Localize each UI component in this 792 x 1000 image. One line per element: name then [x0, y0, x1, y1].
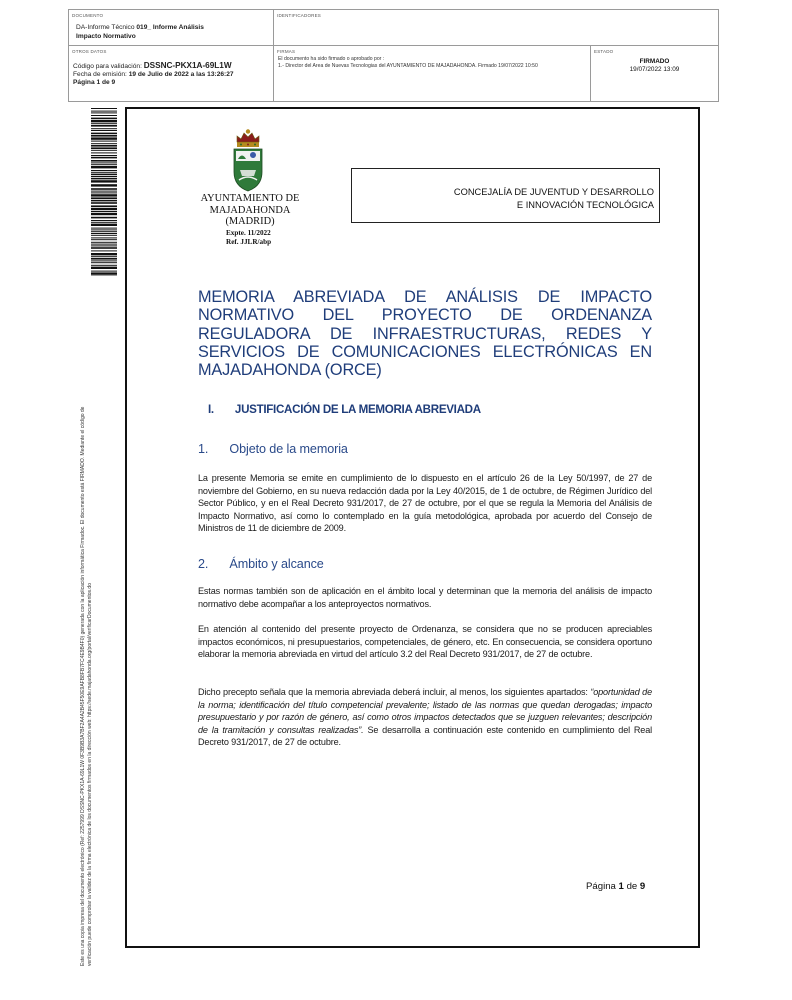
signature-header-table	[68, 9, 719, 102]
documento-cell	[69, 10, 274, 46]
firmas-text	[278, 56, 588, 71]
subsection-number-2: 2.	[198, 557, 209, 571]
barcode-bar	[91, 258, 117, 260]
document-name-line1: DA-Informe Técnico	[76, 24, 135, 31]
barcode-bar	[91, 118, 117, 120]
estado-text	[591, 58, 718, 74]
barcode-bar	[91, 267, 117, 269]
barcode-bar	[91, 231, 117, 232]
page-total: 9	[639, 881, 646, 892]
barcode-bar	[91, 133, 117, 135]
barcode-bar	[91, 115, 117, 116]
subsection-heading-1	[198, 442, 348, 456]
expediente-ref	[226, 229, 271, 246]
identificadores-label: IDENTIFICADORES	[277, 13, 322, 18]
barcode-bar	[91, 211, 117, 212]
barcode-bar	[91, 229, 117, 230]
page-word: Página	[586, 881, 616, 892]
barcode-bar	[91, 112, 117, 113]
barcode-bar	[91, 188, 117, 190]
barcode-bar	[91, 242, 117, 243]
barcode-bar	[91, 202, 117, 204]
barcode-bar	[91, 194, 117, 196]
barcode-bar	[91, 205, 117, 207]
provincia-line: (MADRID)	[225, 216, 275, 228]
firmas-label: FIRMAS	[277, 49, 296, 54]
barcode-bar	[91, 170, 117, 171]
barcode-bar	[91, 135, 117, 137]
document-name	[76, 23, 266, 41]
estado-date: 19/07/2022 13:09	[629, 66, 680, 73]
barcode-bar	[91, 145, 117, 147]
otros-datos-text	[73, 62, 234, 88]
barcode-bar	[91, 245, 117, 246]
barcode-icon	[91, 108, 117, 276]
barcode-bar	[91, 111, 117, 112]
verification-side-text	[80, 296, 94, 966]
barcode-bar	[91, 174, 117, 176]
barcode-bar	[91, 239, 117, 240]
emission-prefix: Fecha de emisión:	[73, 71, 127, 79]
barcode-bar	[91, 160, 117, 162]
barcode-bar	[91, 180, 117, 182]
barcode-bar	[91, 150, 117, 151]
barcode-bar	[91, 197, 117, 199]
side-text-line2: verificación puede comprobar la validez de la firma electrónica de los documentos firmados en la dirección web: https://sede.majadahonda.org/portal/verificarDocumentos.do	[87, 583, 93, 966]
barcode-bar	[91, 208, 117, 210]
barcode-bar	[91, 233, 117, 234]
barcode-bar	[91, 256, 117, 257]
subsection-title-2: Ámbito y alcance	[229, 557, 324, 571]
barcode-bar	[91, 162, 117, 163]
barcode-bar	[91, 262, 117, 263]
concejalia-box	[351, 168, 660, 223]
barcode-bar	[91, 247, 117, 249]
otros-datos-cell	[69, 46, 274, 101]
section-number: I.	[208, 403, 214, 416]
municipio-line: MAJADAHONDA	[209, 204, 291, 216]
barcode-bar	[91, 125, 117, 127]
page-number	[586, 881, 645, 892]
barcode-bar	[91, 244, 117, 245]
paragraph-4	[198, 686, 652, 749]
barcode-bar	[91, 237, 117, 238]
barcode-bar	[91, 192, 117, 193]
documento-label: DOCUMENTO	[72, 13, 104, 18]
barcode-bar	[91, 141, 117, 142]
barcode-bar	[91, 224, 117, 226]
barcode-bar	[91, 235, 117, 236]
concejalia-line2: E INNOVACIÓN TECNOLÓGICA	[516, 199, 654, 210]
firmas-cell	[274, 46, 591, 101]
barcode-bar	[91, 176, 117, 177]
barcode-bar	[91, 217, 117, 219]
section-title: JUSTIFICACIÓN DE LA MEMORIA ABREVIADA	[234, 403, 481, 416]
barcode-bar	[91, 250, 117, 251]
document-name-line2: Impacto Normativo	[76, 33, 136, 40]
estado-label: ESTADO	[594, 49, 614, 54]
page-info: Página 1 de 9	[73, 79, 116, 87]
document-name-line1-bold: 019_ Informe Análisis	[136, 24, 204, 31]
barcode-bar	[91, 271, 117, 272]
concejalia-line1: CONCEJALÍA DE JUVENTUD Y DESARROLLO	[453, 187, 654, 197]
page-title: MEMORIA ABREVIADA DE ANÁLISIS DE IMPACTO NORMATIVO DEL PROYECTO DE ORDENANZA REGULADORA DE INFRAESTRUCTURAS, REDES Y SERVICIOS DE COMUNICACIONES ELECTRÓNICAS EN MAJADAHONDA (ORCE)	[198, 288, 652, 380]
barcode-bar	[91, 157, 117, 159]
identificadores-cell	[274, 10, 718, 46]
barcode-bar	[91, 123, 117, 124]
ayuntamiento-line: AYUNTAMIENTO DE	[200, 193, 300, 204]
estado-value: FIRMADO	[639, 58, 670, 65]
barcode-bar	[91, 155, 117, 156]
paragraph-2: Estas normas también son de aplicación en el ámbito local y determinan que la memoria del análisis de impacto normativo debe acompañar a los anteproyectos normativos.	[198, 586, 652, 609]
barcode-bar	[91, 172, 117, 173]
barcode-bar	[91, 178, 117, 180]
paragraph-3: En atención al contenido del presente proyecto de Ordenanza, se considera que no se producen apreciables impactos económicos, ni presupuestarios, competenciales, de género, etc. En consecuencia, se considera oportuno elaborar la memoria abreviada en virtud del artículo 3.2 del Real Decreto 931/2017, de 27 de octubre.	[198, 624, 652, 659]
validation-prefix: Código para validación:	[73, 63, 142, 70]
emission-date: 19 de Julio de 2022 a las 13:26:27	[128, 71, 234, 79]
side-text-line1: Este es una copia impresa del documento electrónico (Ref: 2257999 DSSNC-PKX1A-69L1W 0F3B9B3A7BF2A4A2B45F50E9AFB8FB7FC4E9B4F0) generada con la aplicación informática Firmadoc. El documento está FIRMADO. Mediante el código de	[80, 406, 86, 966]
barcode-bar	[91, 152, 117, 153]
barcode-bar	[91, 191, 117, 192]
paragraph-1: La presente Memoria se emite en cumplimiento de lo dispuesto en el artículo 26 de la Ley 50/1997, de 27 de noviembre del Gobierno, en su nueva redacción dada por la Ley 40/2015, de 1 de octubre, de Régimen Jurídico del Sector Público, y en el Real Decreto 931/2017, de 27 de octubre, por el que se regula la Memoria del Análisis de Impacto Normativo, así como lo contemplado en la guía metodológica, aprobada por acuerdo del Consejo de Ministros de 11 de diciembre de 2009.	[198, 473, 652, 533]
barcode-bar	[91, 184, 117, 186]
otros-datos-label: OTROS DATOS	[72, 49, 107, 54]
barcode-bar	[91, 108, 117, 109]
barcode-bar	[91, 143, 117, 144]
paragraph-4-intro: Dicho precepto señala que la memoria abreviada deberá incluir, al menos, los siguientes apartados:	[198, 687, 588, 697]
barcode-bar	[91, 253, 117, 255]
section-heading	[208, 403, 481, 416]
subsection-number-1: 1.	[198, 442, 209, 456]
validation-code: DSSNC-PKX1A-69L1W	[143, 61, 232, 70]
barcode-bar	[91, 137, 117, 139]
paragraph-4-end: Se desarrolla a continuación este contenido en cumplimiento del Real Decreto 931/2017, de 27 de octubre.	[198, 724, 652, 747]
barcode-bar	[91, 130, 117, 131]
reference: Ref. JJLR/abp	[226, 237, 272, 246]
barcode-bar	[91, 147, 117, 149]
estado-cell	[591, 46, 718, 101]
ayuntamiento-name	[186, 193, 314, 228]
page-of: de	[626, 881, 638, 892]
barcode-bar	[91, 222, 117, 223]
subsection-title-1: Objeto de la memoria	[229, 442, 348, 456]
subsection-heading-2	[198, 557, 324, 571]
firmas-line1: El documento ha sido firmado o aprobado por :	[278, 56, 385, 62]
barcode-bar	[91, 228, 117, 229]
barcode-bar	[91, 272, 117, 274]
barcode-bar	[91, 200, 117, 202]
concejalia-text	[454, 186, 654, 211]
barcode-bar	[91, 213, 117, 215]
paragraph-4-quote: “oportunidad de la norma; identificación del título competencial prevalente; listado de las normas que quedan derogadas; impacto presupuestario y por razón de género, así como otros impactos detectados que se juzguen relevantes; descripción de la tramitación y consultas realizadas”.	[198, 687, 652, 735]
barcode-bar	[91, 166, 117, 168]
expediente-number: Expte. 11/2022	[226, 229, 271, 237]
barcode-bar	[91, 260, 117, 261]
coat-of-arms-icon	[228, 128, 268, 192]
barcode-bar	[91, 120, 117, 122]
barcode-bar	[91, 220, 117, 221]
firmas-line2: 1.- Director del Area de Nuevas Tecnologias del AYUNTAMIENTO DE MAJADAHONDA. Firmado 19/07/2022 10:50	[278, 63, 538, 70]
barcode-bar	[91, 128, 117, 129]
barcode-bar	[91, 265, 117, 266]
page-current: 1	[618, 881, 624, 892]
barcode-bar	[91, 164, 117, 165]
